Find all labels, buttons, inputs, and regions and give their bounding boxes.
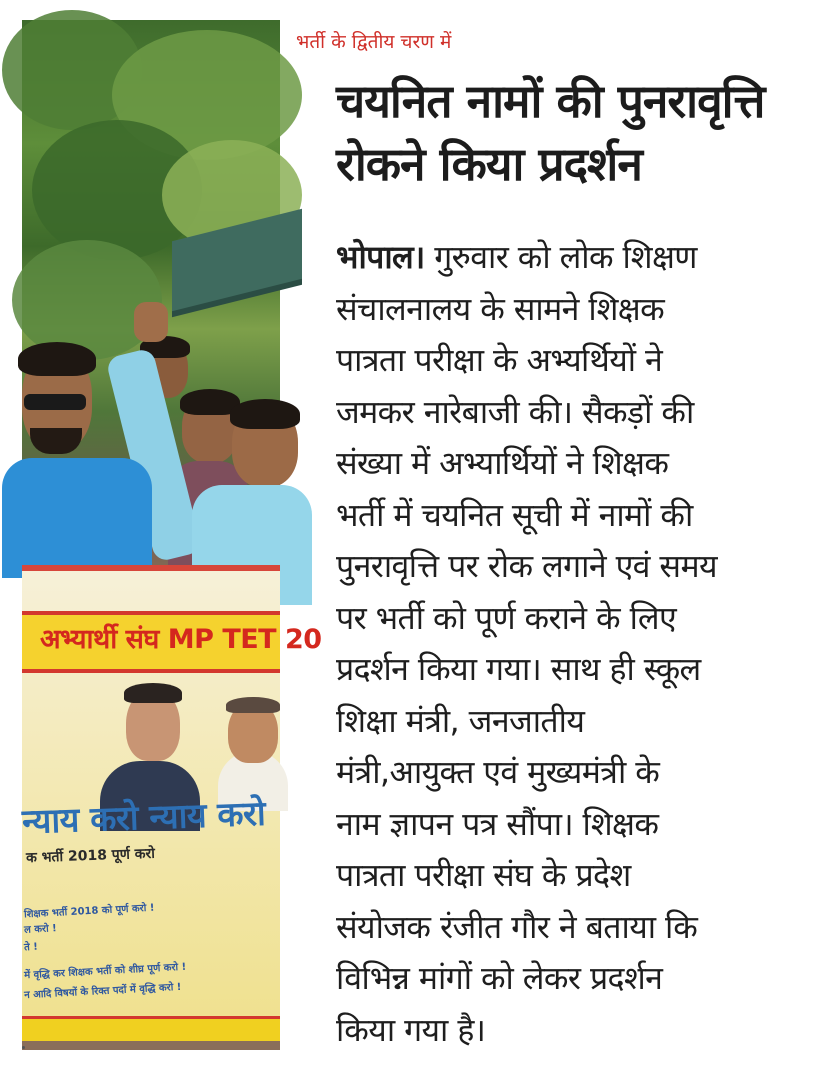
body-line bbox=[336, 232, 806, 284]
banner-line: शिक्षक भर्ती 2018 को पूर्ण करो ! bbox=[23, 902, 155, 921]
banner-slogan: न्याय करो न्याय करो bbox=[21, 793, 266, 843]
body-line: पात्रता परीक्षा के अभ्यर्थियों ने bbox=[336, 341, 663, 379]
body-line: संयोजक रंजीत गौर ने बताया कि bbox=[336, 907, 698, 946]
article-kicker: भर्ती के द्वितीय चरण में bbox=[296, 31, 452, 53]
banner-line: में वृद्धि कर शिक्षक भर्ती को शीघ्र पूर्ण करो ! bbox=[23, 961, 187, 982]
body-line: मंत्री,आयुक्त एवं मुख्यमंत्री के bbox=[336, 753, 660, 791]
tree-foliage bbox=[12, 240, 162, 360]
body-line: पर भर्ती को पूर्ण कराने के लिए bbox=[336, 598, 677, 637]
body-line: प्रदर्शन किया गया। साथ ही स्कूल bbox=[336, 650, 701, 688]
body-line: शिक्षा मंत्री, जनजातीय bbox=[336, 701, 585, 740]
body-line-text: गुरुवार को लोक शिक्षण bbox=[424, 238, 697, 276]
banner-line: न आदि विषयों के रिक्त पदों में वृद्धि करो ! bbox=[23, 981, 182, 1002]
stray-dot bbox=[22, 1046, 25, 1049]
banner-slogan-sub: क भर्ती 2018 पूर्ण करो bbox=[25, 845, 156, 867]
body-line: संचालनालय के सामने शिक्षक bbox=[336, 289, 665, 328]
headline-line: रोकने किया प्रदर्शन bbox=[336, 137, 642, 191]
headline-line: चयनित नामों की पुनरावृत्ति bbox=[336, 74, 765, 128]
body-line: किया गया है। bbox=[336, 1010, 486, 1049]
banner-heading: अभ्यार्थी संघ MP TET 20 bbox=[40, 624, 322, 655]
article-body bbox=[336, 232, 806, 1056]
body-line: पुनरावृत्ति पर रोक लगाने एवं समय bbox=[336, 547, 717, 585]
banner-bottom-band bbox=[22, 1016, 280, 1041]
dateline: भोपाल। bbox=[336, 238, 425, 276]
body-line: विभिन्न मांगों को लेकर प्रदर्शन bbox=[336, 959, 663, 997]
body-line: नाम ज्ञापन पत्र सौंपा। शिक्षक bbox=[336, 804, 659, 843]
raised-fist bbox=[134, 302, 168, 342]
body-line: संख्या में अभ्यार्थियों ने शिक्षक bbox=[336, 444, 669, 482]
body-line: पात्रता परीक्षा संघ के प्रदेश bbox=[336, 856, 631, 894]
body-line: भर्ती में चयनित सूची में नामों की bbox=[336, 495, 693, 534]
protest-photo bbox=[21, 20, 322, 1050]
body-line: जमकर नारेबाजी की। सैकड़ों की bbox=[336, 392, 694, 431]
banner-line: ल करो ! bbox=[23, 923, 58, 936]
banner-line: ते ! bbox=[23, 941, 39, 954]
article-headline bbox=[336, 70, 806, 196]
protest-banner bbox=[21, 565, 322, 1041]
